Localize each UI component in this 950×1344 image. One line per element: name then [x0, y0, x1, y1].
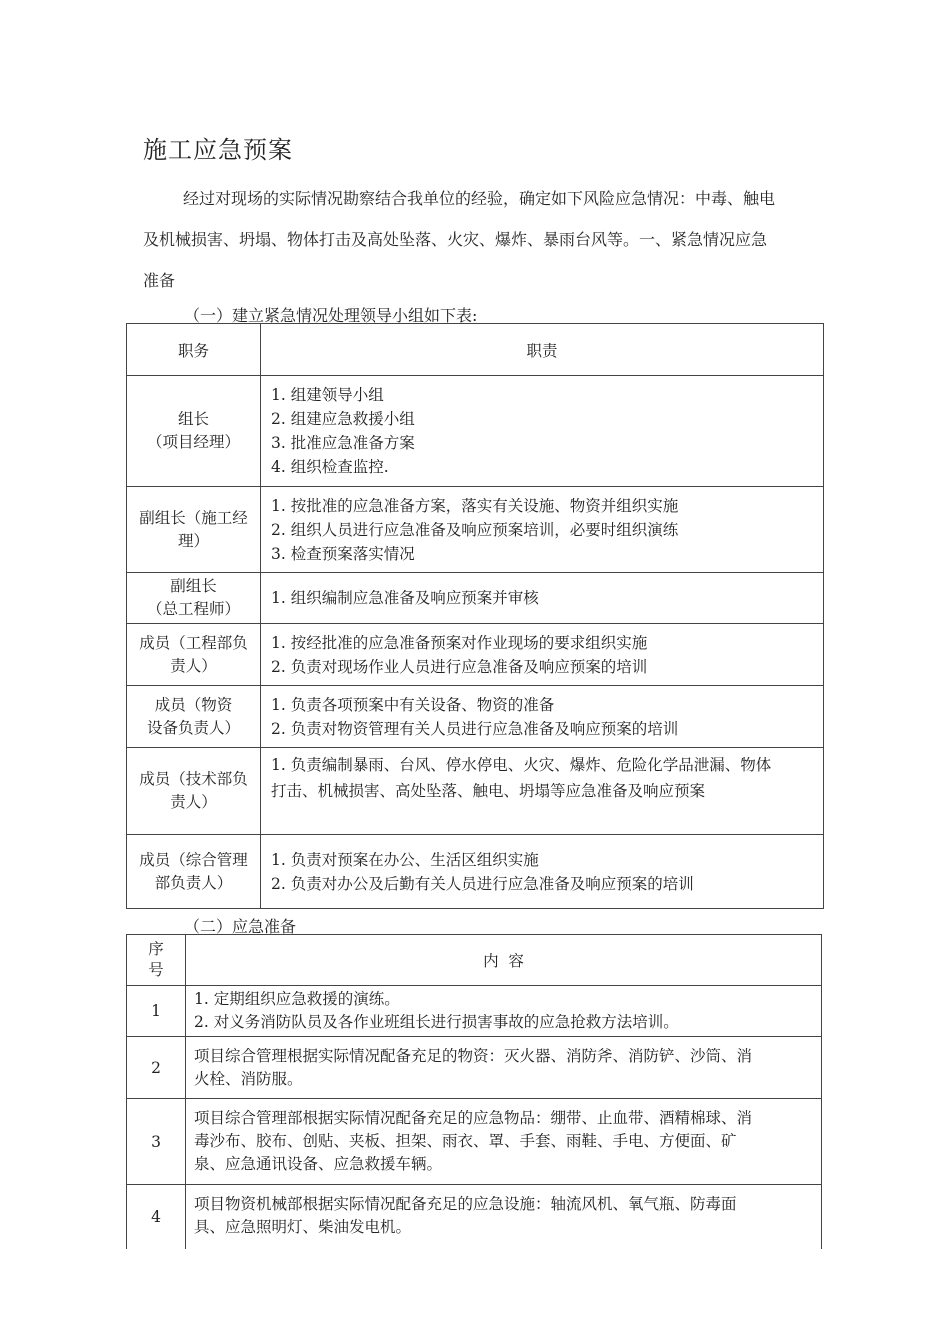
role-line: 副组长 [170, 577, 217, 595]
row-number: 4 [127, 1185, 186, 1249]
intro-line: 及机械损害、坍塌、物体打击及高处坠落、火灾、爆炸、暴雨台风等。一、紧急情况应急 [143, 230, 768, 249]
content-line: 2. 对义务消防队员及各作业班组长进行损害事故的应急抢救方法培训。 [194, 1013, 679, 1031]
role-line: （项目经理） [146, 433, 240, 451]
table-row [127, 1037, 822, 1099]
content-line: 具、应急照明灯、柴油发电机。 [194, 1218, 412, 1236]
header-seq [127, 935, 186, 986]
row-number: 2 [127, 1037, 186, 1099]
table-row [127, 487, 824, 573]
leadership-table [126, 323, 824, 909]
document-title: 施工应急预案 [143, 136, 293, 164]
duty-line: 打击、机械损害、高处坠落、触电、坍塌等应急准备及响应预案 [271, 782, 706, 800]
content-cell [186, 1037, 822, 1099]
duty-cell [261, 686, 824, 748]
duty-cell [261, 835, 824, 909]
content-line: 项目综合管理部根据实际情况配备充足的应急物品：绷带、止血带、酒精棉球、消 [194, 1109, 753, 1127]
duty-cell [261, 748, 824, 835]
role-cell [127, 573, 261, 624]
content-cell [186, 986, 822, 1037]
duty-cell [261, 573, 824, 624]
role-line: 理） [177, 531, 209, 550]
duty-line: 3. 批准应急准备方案 [271, 434, 415, 452]
duty-line: 1. 负责各项预案中有关设备、物资的准备 [271, 695, 555, 714]
content-line: 项目物资机械部根据实际情况配备充足的应急设施：轴流风机、氧气瓶、防毒面 [194, 1195, 737, 1213]
duty-cell [261, 487, 824, 573]
role-line: 责人） [170, 656, 217, 675]
duty-line: 4. 组织检查监控. [271, 458, 389, 476]
role-line: 成员（物资 [154, 695, 233, 714]
table1-caption: （一）建立紧急情况处理领导小组如下表: [184, 306, 478, 325]
table2-caption: （二）应急准备 [184, 917, 297, 936]
duty-line: 1. 组建领导小组 [271, 386, 384, 404]
role-cell [127, 835, 261, 909]
content-line: 项目综合管理根据实际情况配备充足的物资：灭火器、消防斧、消防铲、沙筒、消 [194, 1046, 753, 1065]
duty-line: 2. 负责对现场作业人员进行应急准备及响应预案的培训 [271, 657, 648, 676]
table-row [127, 1185, 822, 1249]
content-cell [186, 1185, 822, 1249]
row-number: 3 [127, 1099, 186, 1185]
intro-paragraph [143, 178, 823, 301]
row-number: 1 [127, 986, 186, 1037]
role-line: 设备负责人） [146, 718, 240, 737]
role-line: 组长 [177, 410, 209, 428]
header-content: 内 容 [186, 935, 822, 986]
role-cell [127, 748, 261, 835]
role-line: 责人） [170, 793, 217, 811]
role-cell [127, 376, 261, 487]
header-position: 职务 [127, 324, 261, 376]
table-row [127, 986, 822, 1037]
duty-cell [261, 624, 824, 686]
header-seq-line: 号 [148, 961, 164, 979]
table-row [127, 376, 824, 487]
table-row [127, 573, 824, 624]
duty-line: 1. 按经批准的应急准备预案对作业现场的要求组织实施 [271, 633, 648, 652]
role-line: 部负责人） [154, 873, 233, 892]
intro-line: 经过对现场的实际情况勘察结合我单位的经验，确定如下风险应急情况：中毒、触电 [183, 189, 776, 208]
role-line: 成员（综合管理 [139, 850, 248, 869]
role-cell [127, 686, 261, 748]
table-header-row [127, 324, 824, 376]
content-cell [186, 1099, 822, 1185]
duty-line: 1. 负责对预案在办公、生活区组织实施 [271, 850, 539, 869]
role-cell [127, 487, 261, 573]
table-row [127, 624, 824, 686]
preparation-table [126, 934, 822, 1249]
header-seq-line: 序 [148, 940, 164, 958]
duty-cell [261, 376, 824, 487]
table-row [127, 748, 824, 835]
role-line: 副组长（施工经 [139, 508, 248, 527]
duty-line: 1. 组织编制应急准备及响应预案并审核 [271, 589, 539, 607]
role-line: 成员（技术部负 [139, 770, 248, 788]
content-line: 1. 定期组织应急救援的演练。 [194, 990, 400, 1008]
table-row [127, 686, 824, 748]
role-line: 成员（工程部负 [139, 633, 248, 652]
table-row [127, 835, 824, 909]
content-line: 火栓、消防服。 [194, 1069, 303, 1088]
content-line: 泉、应急通讯设备、应急救援车辆。 [194, 1155, 443, 1173]
duty-line: 2. 负责对办公及后勤有关人员进行应急准备及响应预案的培训 [271, 874, 694, 893]
role-line: （总工程师） [146, 600, 240, 618]
duty-line: 2. 组建应急救援小组 [271, 410, 415, 428]
duty-line: 3. 检查预案落实情况 [271, 544, 415, 563]
duty-line: 1. 负责编制暴雨、台风、停水停电、火灾、爆炸、危险化学品泄漏、物体 [271, 756, 772, 774]
duty-line: 2. 组织人员进行应急准备及响应预案培训，必要时组织演练 [271, 520, 679, 539]
table-row [127, 1099, 822, 1185]
duty-line: 1. 按批准的应急准备方案，落实有关设施、物资并组织实施 [271, 496, 679, 515]
table-header-row [127, 935, 822, 986]
content-line: 毒沙布、胶布、创贴、夹板、担架、雨衣、罩、手套、雨鞋、手电、方便面、矿 [194, 1132, 737, 1150]
header-duty: 职责 [261, 324, 824, 376]
role-cell [127, 624, 261, 686]
duty-line: 2. 负责对物资管理有关人员进行应急准备及响应预案的培训 [271, 719, 679, 738]
intro-line: 准备 [143, 271, 176, 290]
